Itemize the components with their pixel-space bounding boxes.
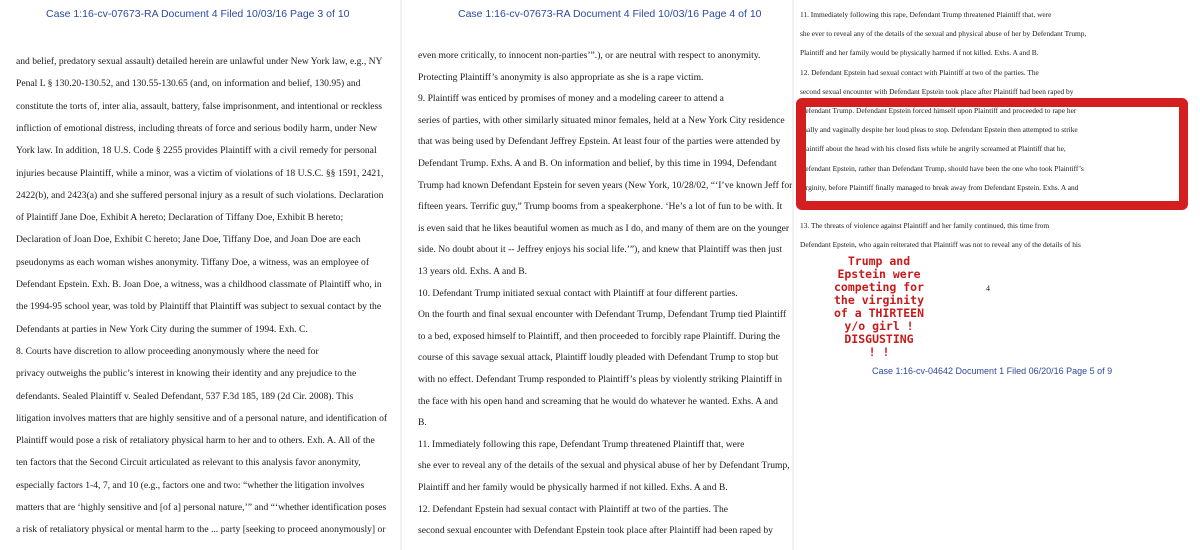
document-page-excerpt: [794, 0, 1200, 550]
text-line: with no effect. Defendant Trump responded to Plaintiff’s pleas by violently striking Plaintiff in: [418, 374, 782, 385]
text-line: course of this savage sexual attack, Plaintiff loudly pleaded with Defendant Trump to stop but: [418, 352, 779, 364]
text-line: anally and vaginally despite her loud pleas to stop. Defendant Epstein then attempted to strike: [800, 125, 1078, 135]
text-line: Defendant Trump. Exhs. A and B. On information and belief, by this time in 1994, Defendant: [418, 158, 777, 169]
text-line: a risk of retaliatory physical or mental harm to the ... party [seeking to proceed anonymously] or: [16, 524, 386, 536]
text-line: litigation involves matters that are highly sensitive and of a personal nature, and identification of: [16, 412, 388, 424]
document-page-3: [0, 0, 400, 550]
text-line: Defendant Trump. Defendant Epstein forced himself upon Plaintiff and proceeded to rape her: [800, 106, 1077, 115]
text-line: 11. Immediately following this rape, Defendant Trump threatened Plaintiff that, were: [800, 10, 1052, 19]
text-line: York law. In addition, 18 U.S. Code § 2255 provides Plaintiff with a civil remedy for personal: [16, 145, 377, 157]
red-bracket-annotation: [796, 98, 1188, 210]
text-line: she ever to reveal any of the details of the sexual and physical abuse of her by Defendant Trump,: [800, 29, 1087, 39]
page-header: Case 1:16-cv-07673-RA Document 4 Filed 10/03/16 Page 3 of 10: [46, 8, 350, 20]
text-line: series of parties, with other similarly situated minor females, held at a New York City residence: [418, 114, 785, 126]
text-line: 10. Defendant Trump initiated sexual contact with Plaintiff at four different parties.: [418, 287, 738, 299]
text-line: second sexual encounter with Defendant Epstein took place after Plaintiff had been raped by: [800, 86, 1074, 96]
text-line: of Plaintiff Jane Doe, Exhibit A hereto; Declaration of Tiffany Doe, Exhibit B hereto;: [16, 212, 344, 224]
text-line: 8. Courts have discretion to allow proceeding anonymously where the need for: [16, 345, 319, 357]
text-line: Plaintiff would pose a risk of retaliatory physical harm to her and to others. Exh. A. All of the: [16, 435, 375, 447]
text-line: B.: [418, 417, 427, 429]
text-line: Plaintiff and her family would be physically harmed if not killed. Exhs. A and B.: [418, 482, 728, 493]
text-line: 12. Defendant Epstein had sexual contact with Plaintiff at two of the parties. The: [800, 67, 1039, 77]
text-line: she ever to reveal any of the details of the sexual and physical abuse of her by Defendant Trump,: [418, 460, 790, 472]
text-line: even more critically, to innocent non-parties’”.), or are neutral with respect to anonymity.: [418, 50, 761, 61]
page-header: Case 1:16-cv-07673-RA Document 4 Filed 10/03/16 Page 4 of 10: [458, 8, 762, 20]
text-line: pseudonyms as each woman wishes anonymity. Tiffany Doe, a witness, was an employee of: [16, 256, 370, 268]
text-line: fifteen years. Terrific guy,” Trump booms from a speakerphone. ‘He’s a lot of fun to be with. It: [418, 201, 783, 213]
text-line: virginity, before Plaintiff finally managed to break away from Defendant Epstein. Exhs. A and: [800, 182, 1079, 192]
text-line: and belief, predatory sexual assault) detailed herein are unlawful under New York law, e.g., NY: [16, 56, 383, 67]
text-line: to a bed, exposed himself to Plaintiff, and then proceeded to forcibly rape Plaintiff. During the: [418, 330, 780, 342]
text-line: especially factors 1-4, 7, and 10 (e.g., factors one and two: “whether the litigation involves: [16, 479, 365, 491]
text-line: constitute the torts of, inter alia, assault, battery, false imprisonment, and intentional or reckless: [16, 100, 382, 112]
text-line: injuries because Plaintiff, while a minor, was a victim of violations of 18 U.S.C. §§ 1591, 2421,: [16, 167, 384, 179]
text-line: is even said that he likes beautiful women as much as I do, and many of them are on the younger: [418, 222, 790, 234]
text-line: Defendant Epstein, who again reiterated that Plaintiff was not to reveal any of the details of his: [800, 240, 1081, 250]
text-line: the face with his open hand and screaming that he would do whatever he wanted. Exhs. A and: [418, 395, 778, 407]
text-line: Trump had known Defendant Epstein for seven years (New York, 10/28/02, “‘I’ve known Jeff for: [418, 179, 792, 191]
text-line: Defendant Epstein. Exh. B. Joan Doe, a witness, was a childhood classmate of Plaintiff who, in: [16, 279, 382, 290]
text-line: Plaintiff and her family would be physically harmed if not killed. Exhs. A and B.: [800, 48, 1039, 58]
text-line: 11. Immediately following this rape, Defendant Trump threatened Plaintiff that, were: [418, 438, 745, 450]
text-line: 9. Plaintiff was enticed by promises of money and a modeling career to attend a: [418, 93, 724, 105]
text-line: Penal L § 130.20-130.52, and 130.55-130.65 (and, on information and belief, 130.95) and: [16, 78, 361, 90]
text-line: On the fourth and final sexual encounter with Defendant Trump, Defendant Trump tied Plaintiff: [418, 309, 787, 321]
next-page-header: Case 1:16-cv-04642 Document 1 Filed 06/20/16 Page 5 of 9: [872, 366, 1113, 376]
text-line: 13 years old. Exhs. A and B.: [418, 266, 527, 277]
text-line: second sexual encounter with Defendant Epstein took place after Plaintiff had been raped by: [418, 525, 773, 537]
text-line: Protecting Plaintiff’s anonymity is also appropriate as she is a rape victim.: [418, 71, 704, 83]
text-line: side. No doubt about it -- Jeffrey enjoys his social life.’”), and knew that Plaintiff was then just: [418, 244, 783, 256]
text-line: 2422(b), and 2423(a) and she suffered personal injury as a result of such violations. Declaration: [16, 189, 384, 201]
text-line: 12. Defendant Epstein had sexual contact with Plaintiff at two of the parties. The: [418, 503, 729, 515]
text-line: infliction of emotional distress, including threats of force and serious bodily harm, under New: [16, 122, 378, 134]
text-line: 13. The threats of violence against Plaintiff and her family continued, this time from: [800, 221, 1050, 231]
text-line: Declaration of Joan Doe, Exhibit C hereto; Jane Doe, Tiffany Doe, and Joan Doe are each: [16, 234, 361, 246]
text-line: privacy outweighs the public’s interest in knowing their identity and any prejudice to the: [16, 368, 357, 380]
text-line: that was being used by Defendant Jeffrey Epstein. At least four of the parties were attended by: [418, 136, 781, 148]
text-line: Defendant Epstein, rather than Defendant Trump, should have been the one who took Plaintiff’s: [800, 163, 1084, 173]
text-line: Plaintiff about the head with his closed fists while he angrily screamed at Plaintiff that he,: [800, 144, 1066, 154]
text-line: Defendants at parties in New York City during the summer of 1994. Exh. C.: [16, 323, 308, 335]
text-line: the 1994-95 school year, was told by Plaintiff that Plaintiff was subject to sexual contact by the: [16, 301, 382, 313]
text-line: matters that are ‘highly sensitive and [of a] personal nature,’” and “‘whether identification poses: [16, 502, 387, 513]
text-line: ten factors that the Second Circuit articulated as relevant to this analysis favor anonymity,: [16, 457, 361, 469]
handwritten-annotation: Trump and Epstein were competing for the virginity of a THIRTEEN y/o girl ! DISGUSTING ! !: [834, 254, 925, 359]
text-line: defendants. Sealed Plaintiff v. Sealed Defendant, 537 F.3d 185, 189 (2d Cir. 2008). This: [16, 390, 354, 402]
page-number: 4: [986, 284, 990, 293]
document-page-4: [402, 0, 792, 550]
